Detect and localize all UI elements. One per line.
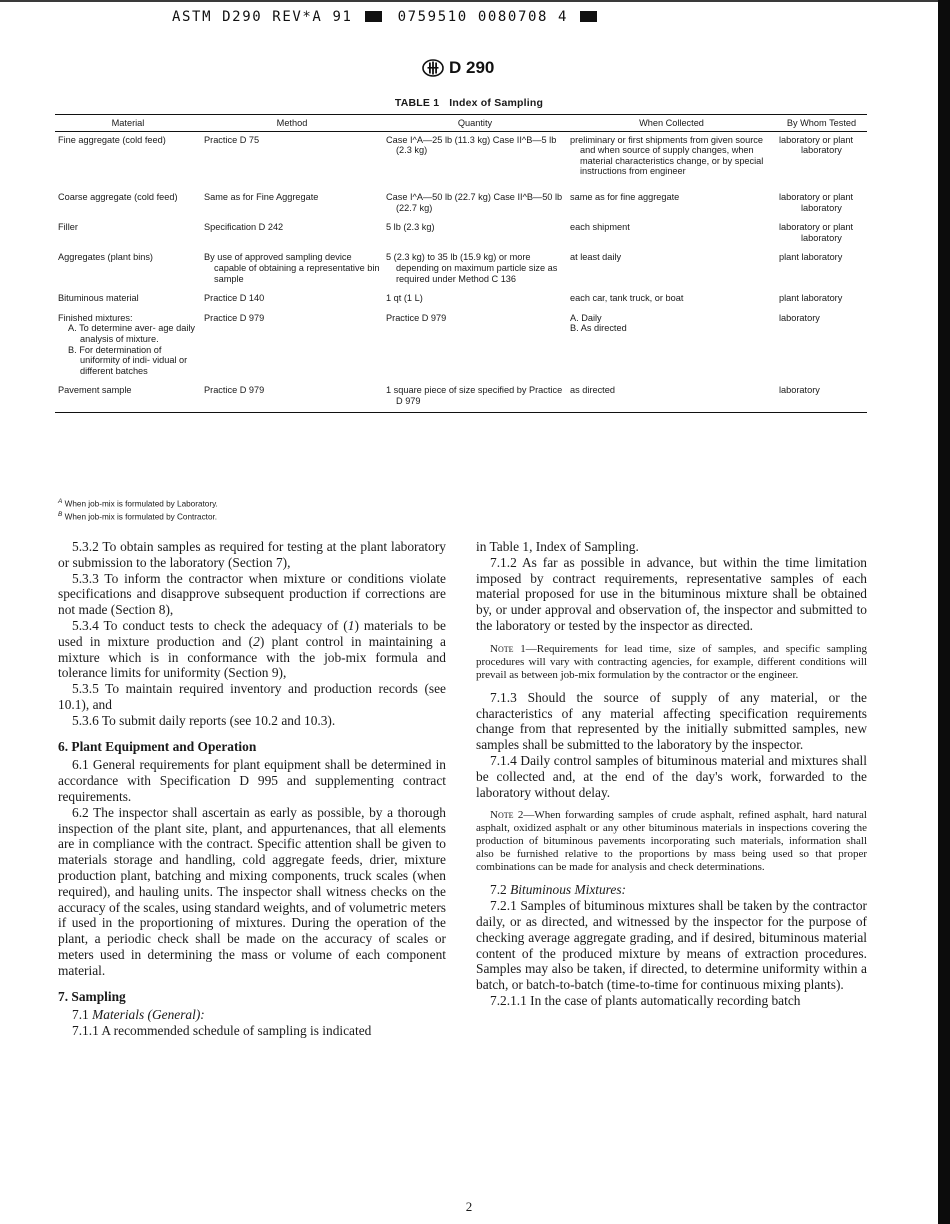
cell-by-whom: plant laboratory xyxy=(779,252,843,263)
para-7-1-1: 7.1.1 A recommended schedule of sampling is indicated xyxy=(72,1023,372,1039)
document-designation xyxy=(422,58,494,78)
table-caption xyxy=(0,97,938,109)
para-7-1: 7.1 Materials (General): xyxy=(72,1007,205,1023)
table-header-row xyxy=(55,115,867,132)
table-row xyxy=(55,189,867,219)
cell-when-collected: each car, tank truck, or boat xyxy=(570,293,684,304)
para-6-1: 6.1 General requirements for plant equipment shall be determined in accordance with Specification D 995 and supplementing contract requirements. xyxy=(58,757,446,804)
cell-by-whom: laboratory xyxy=(776,382,867,413)
scan-right-edge xyxy=(938,0,950,1224)
table-row xyxy=(55,290,867,310)
cell-when-collected: A. Daily B. As directed xyxy=(570,312,627,334)
para-7-2-1: 7.2.1 Samples of bituminous mixtures shall be taken by the contractor daily, or as directed, and witnessed by the inspector for the purpose of checking average aggregate grading, and if desired, bituminous material content of the produced mixture by means of extraction procedures. Samples may also be taken, if directed, to determine uniformity within a batch, or batch-to-batch (time-to-time for continuous mixing plants). xyxy=(476,898,867,993)
table-row xyxy=(55,310,867,383)
cell-material: Coarse aggregate (cold feed) xyxy=(58,191,178,202)
cell-quantity: 5 (2.3 kg) to 35 lb (15.9 kg) or more depending on maximum particle size as required under Method C 136 xyxy=(386,252,558,284)
para-6-2: 6.2 The inspector shall ascertain as early as possible, by a thorough inspection of the plant site, plant, and appurtenances, that all elements are in compliance with the contract. Specific attention shall be given to materials storage and handling, cold aggregate feeds, drier, mixture production plant, batching and mixing components, truck scales (when required), and hauling units. The inspector shall witness checks on the accuracy of the scales, using standard weights, and of volumetric meters if used in the proportioning of mixtures. During the operation of the plant, a periodic check shall be made on the accuracy of scales or meters used in determining the mass or volume of each component material. xyxy=(58,804,446,978)
cell-quantity: 1 square piece of size specified by Practice D 979 xyxy=(383,382,567,413)
para-7-1-3: 7.1.3 Should the source of supply of any material, or the characteristics of any material affecting specification requirements change from that represented by the initially submitted samples, new samples shall be submitted to the laboratory by the inspector. xyxy=(476,689,867,753)
cell-by-whom: laboratory xyxy=(779,312,820,323)
para-5-3-6: 5.3.6 To submit daily reports (see 10.2 and 10.3). xyxy=(72,712,336,728)
cell-material: Finished mixtures: A. To determine aver- age daily analysis of mixture. B. For determination of uniformity of indi- vidual or different batches xyxy=(58,312,195,376)
right-text-column xyxy=(476,539,867,1009)
para-5-3-4: 5.3.4 To conduct tests to check the adequacy of (1) materials to be used in mixture production and (2) plant control in maintaining a mixture which is in conformance with the job-mix formula and tolerance limits for uniformity (Section 9), xyxy=(58,617,446,681)
cell-by-whom: laboratory or plant laboratory xyxy=(779,191,854,213)
cell-when-collected: as directed xyxy=(567,382,776,413)
control-code-text-2: 0759510 0080708 4 xyxy=(397,9,569,25)
cell-by-whom: plant laboratory xyxy=(779,293,843,304)
note-2: Note 2—When forwarding samples of crude asphalt, refined asphalt, hard natural asphalt, oxidized asphalt or any other bituminous materials in inspections covering the production of bituminous pavements incorporating such materials, information shall also be furnished relative to the proportions by mass being used so that proper combinations can be made for analysis and check determinations. xyxy=(476,809,867,874)
section-7-heading: 7. Sampling xyxy=(58,988,126,1004)
cell-quantity: 5 lb (2.3 kg) xyxy=(386,222,435,233)
table-footnotes xyxy=(58,497,218,523)
footnote-a: $^A$ When job-mix is formulated by Laboratory. xyxy=(58,498,218,509)
cell-by-whom: laboratory or plant laboratory xyxy=(779,222,854,243)
table-label: TABLE 1 xyxy=(394,97,440,109)
para-7-1-1-cont: in Table 1, Index of Sampling. xyxy=(476,539,639,554)
cell-method: Practice D 75 xyxy=(204,134,260,145)
cell-method: By use of approved sampling device capable of obtaining a representative bin sample xyxy=(204,252,380,284)
cell-quantity: Case I^A—25 lb (11.3 kg) Case II^B—5 lb (2.3 kg) xyxy=(386,134,557,156)
col-header-method: Method xyxy=(201,115,383,132)
cell-quantity: 1 qt (1 L) xyxy=(386,293,423,304)
designation-number: D 290 xyxy=(449,58,495,77)
cell-material: Fine aggregate (cold feed) xyxy=(58,134,166,145)
para-7-2-1-1: 7.2.1.1 In the case of plants automatically recording batch xyxy=(490,992,801,1008)
control-code-text-1: ASTM D290 REV*A 91 xyxy=(172,9,353,25)
cell-by-whom: laboratory or plant laboratory xyxy=(779,134,854,156)
left-text-column xyxy=(58,539,446,1039)
cell-method: Practice D 979 xyxy=(201,382,383,413)
col-header-quantity: Quantity xyxy=(383,115,567,132)
section-6-heading: 6. Plant Equipment and Operation xyxy=(58,738,257,754)
para-7-2: 7.2 Bituminous Mixtures: xyxy=(490,882,627,898)
astm-logo-icon xyxy=(422,59,444,77)
sampling-index-table xyxy=(55,114,867,413)
cell-when-collected: at least daily xyxy=(570,252,622,263)
para-5-3-2: 5.3.2 To obtain samples as required for testing at the plant laboratory or submission to the laboratory (Section 7), xyxy=(58,539,446,570)
cell-material: Pavement sample xyxy=(55,382,201,413)
cell-method: Same as for Fine Aggregate xyxy=(204,191,319,202)
cell-when-collected: preliminary or first shipments from given source and when source of supply changes, when material characteristics change, or by special instructions from engineer xyxy=(570,134,764,177)
cell-method: Practice D 979 xyxy=(204,312,265,323)
footnote-b: $^B$ When job-mix is formulated by Contractor. xyxy=(58,511,218,522)
document-control-code xyxy=(172,9,603,25)
col-header-when-collected: When Collected xyxy=(567,115,776,132)
table-title: Index of Sampling xyxy=(449,97,544,109)
note-1: Note 1—Requirements for lead time, size of samples, and specific sampling procedures will vary with contracting agencies, for example, different conditions will prevail as between job-mix formulation by the contractor or the engineer. xyxy=(476,642,867,681)
table-row xyxy=(55,249,867,290)
col-header-material: Material xyxy=(55,115,201,132)
cell-when-collected: each shipment xyxy=(570,222,630,233)
page-number: 2 xyxy=(465,1199,473,1214)
cell-material: Aggregates (plant bins) xyxy=(58,252,153,263)
control-mark-2 xyxy=(580,11,597,22)
cell-when-collected: same as for fine aggregate xyxy=(570,191,680,202)
table-row xyxy=(55,131,867,189)
col-header-by-whom: By Whom Tested xyxy=(776,115,867,132)
control-mark-1 xyxy=(365,11,382,22)
para-7-1-2: 7.1.2 As far as possible in advance, but within the time limitation imposed by contract requirements, representative samples of each material proposed for use in the bituminous mixture shall be obtained by, or under approval and observation of, the inspector and submitted to the laboratory or tested by the inspector as directed. xyxy=(476,554,867,633)
cell-quantity: Practice D 979 xyxy=(386,312,447,323)
para-5-3-5: 5.3.5 To maintain required inventory and production records (see 10.1), and xyxy=(58,681,446,712)
cell-method: Specification D 242 xyxy=(204,222,284,233)
cell-method: Practice D 140 xyxy=(204,293,265,304)
scan-top-edge xyxy=(0,0,950,2)
para-5-3-3: 5.3.3 To inform the contractor when mixture or conditions violate specifications and disapprove subsequent production if corrections are not made (Section 8), xyxy=(58,570,446,618)
cell-material: Filler xyxy=(58,222,78,233)
table-row xyxy=(55,382,867,413)
table-row xyxy=(55,219,867,249)
para-7-1-4: 7.1.4 Daily control samples of bituminous material and mixtures shall be collected and, at the end of the day's work, forwarded to the laboratory without delay. xyxy=(476,752,867,800)
cell-material: Bituminous material xyxy=(58,293,139,304)
cell-quantity: Case I^A—50 lb (22.7 kg) Case II^B—50 lb (22.7 kg) xyxy=(386,191,563,213)
